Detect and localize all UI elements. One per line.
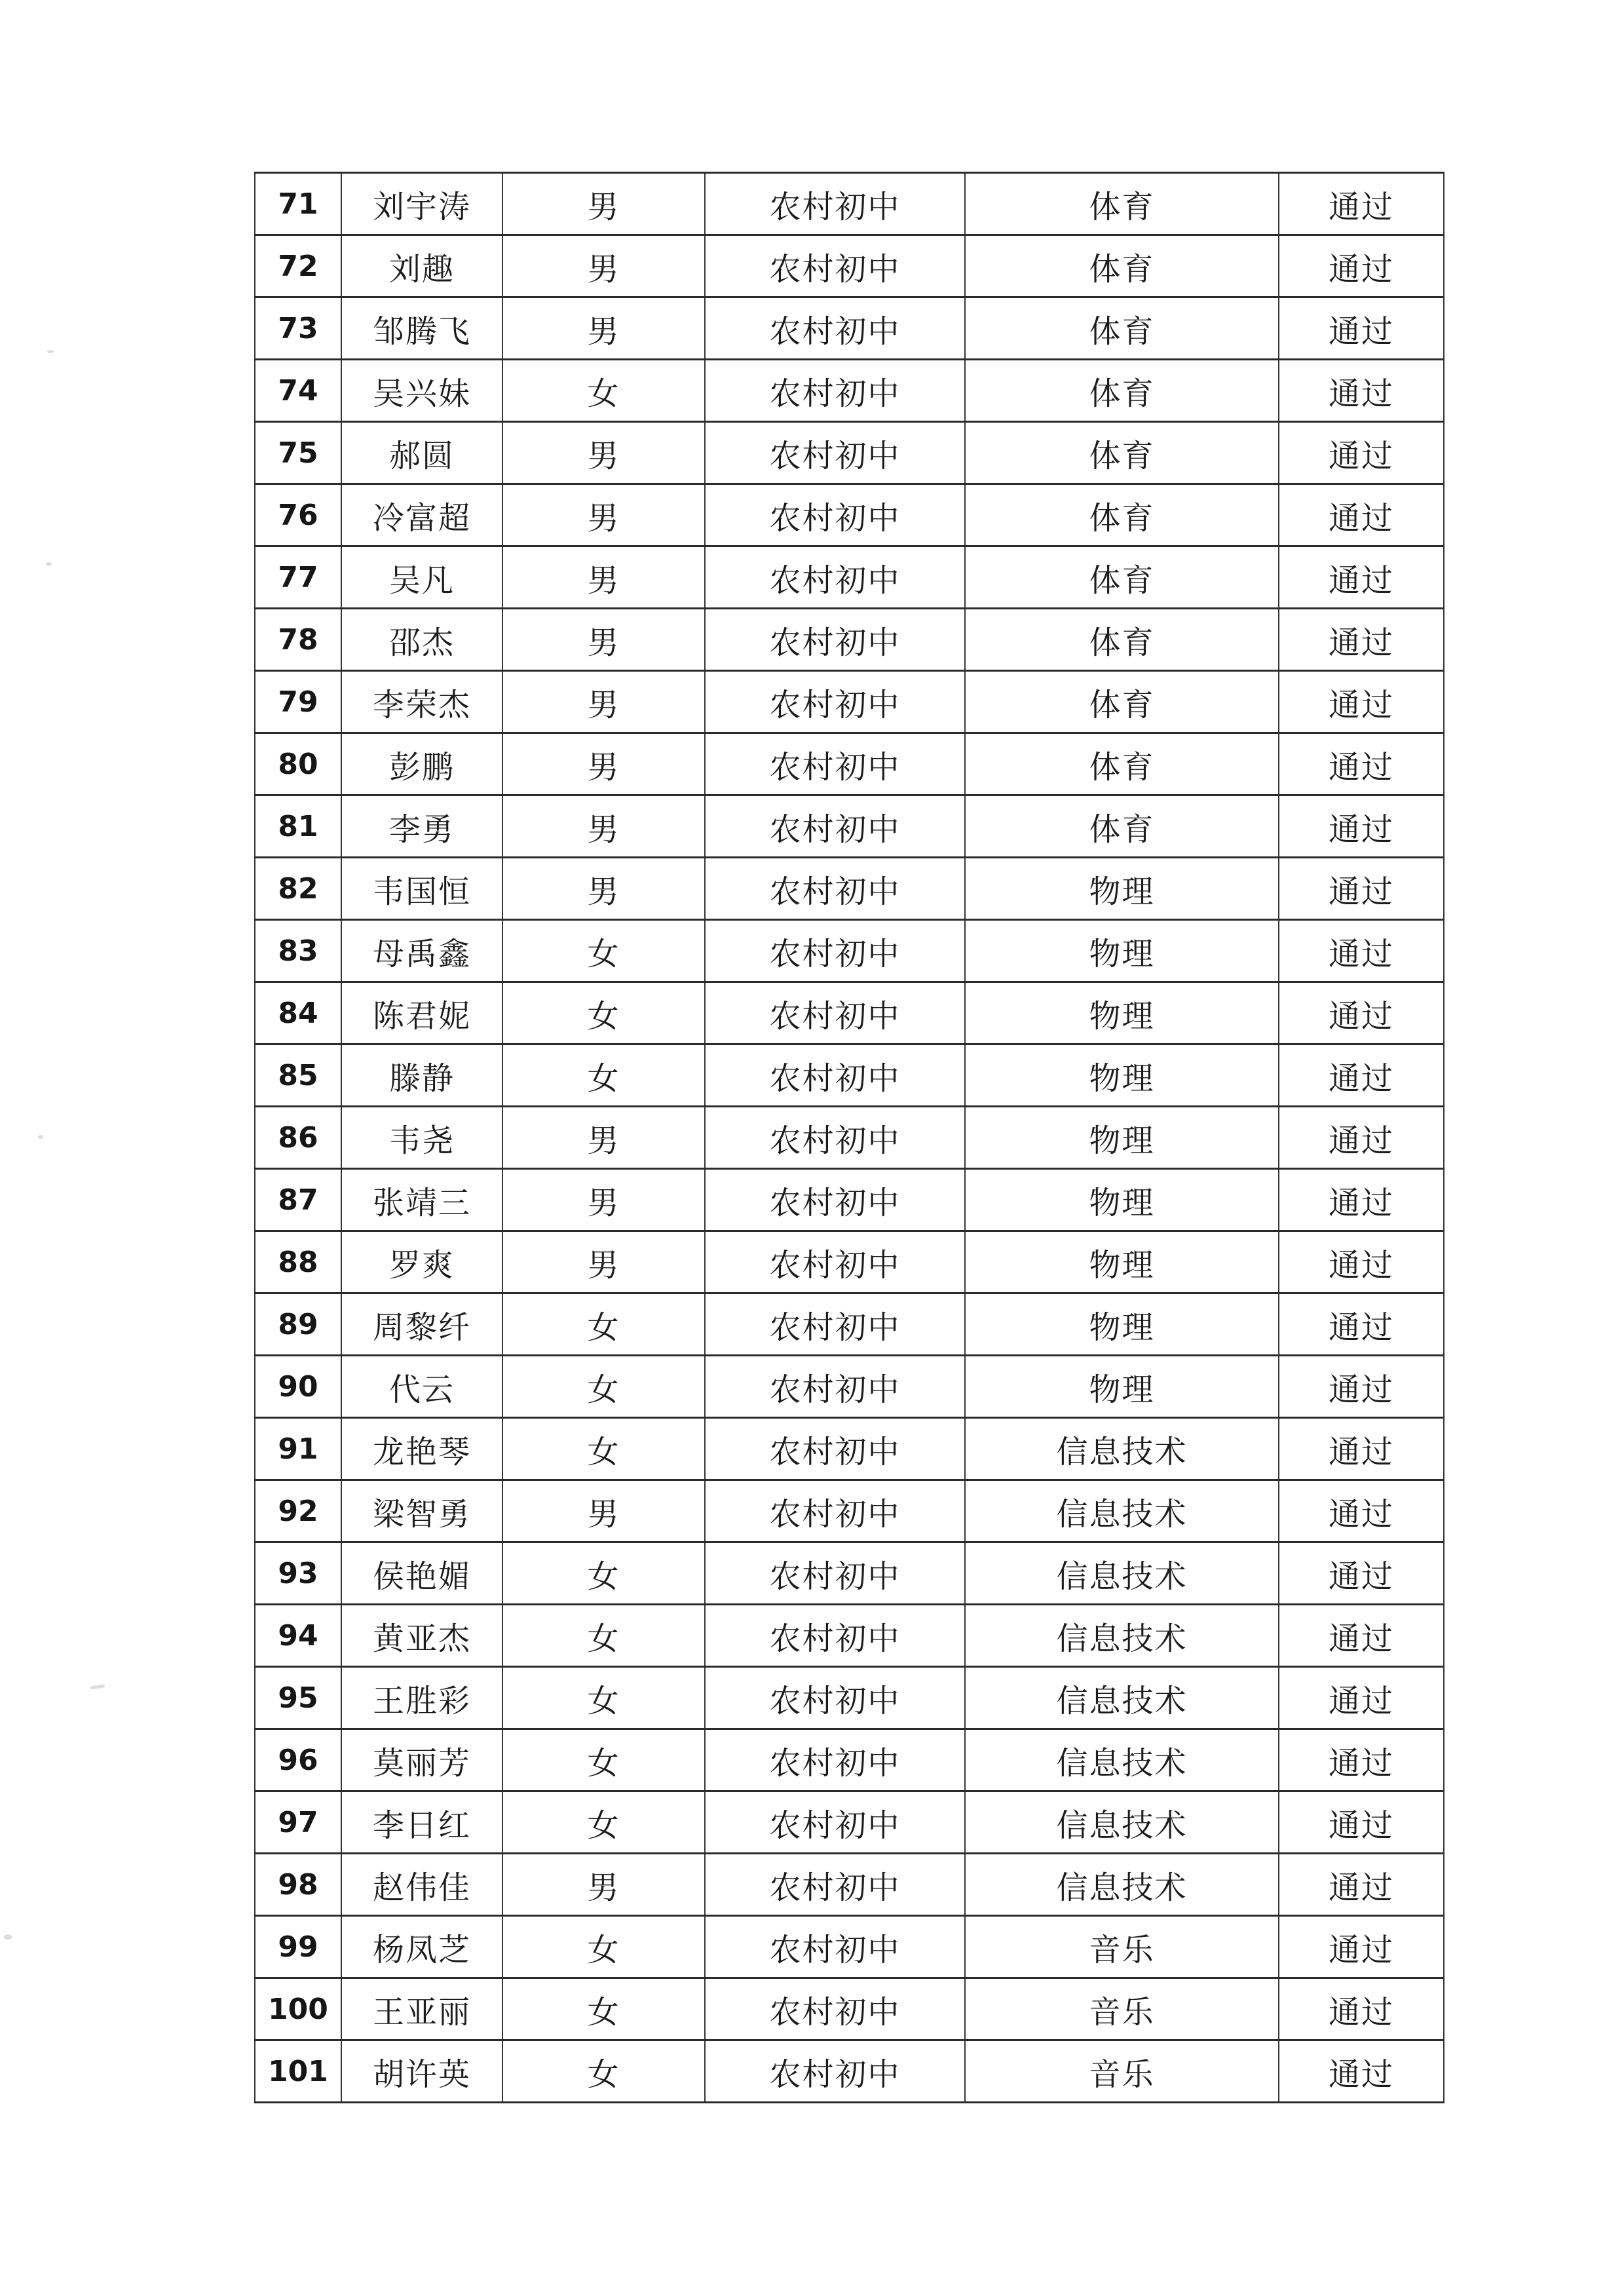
name-cell: 李荣杰 [341,671,502,733]
subject-cell: 物理 [965,858,1279,920]
result-cell: 通过 [1279,1542,1444,1605]
gender-cell: 男 [502,546,705,609]
gender-cell: 男 [502,1854,705,1916]
name-cell: 吴凡 [341,546,502,609]
subject-cell: 物理 [965,1107,1279,1169]
result-cell: 通过 [1279,1605,1444,1667]
gender-cell: 男 [502,1231,705,1293]
result-cell: 通过 [1279,546,1444,609]
name-cell: 杨凤芝 [341,1916,502,1978]
school-type-cell: 农村初中 [705,1542,965,1605]
name-cell: 胡许英 [341,2040,502,2103]
pass-list-table [254,172,1445,2103]
subject-cell: 物理 [965,1169,1279,1231]
table-row [255,858,1444,920]
subject-cell: 体育 [965,671,1279,733]
name-cell: 邵杰 [341,609,502,671]
gender-cell: 女 [502,1044,705,1107]
school-type-cell: 农村初中 [705,1107,965,1169]
table-row [255,920,1444,982]
subject-cell: 信息技术 [965,1729,1279,1791]
subject-cell: 信息技术 [965,1854,1279,1916]
school-type-cell: 农村初中 [705,1356,965,1418]
subject-cell: 物理 [965,1044,1279,1107]
row-number-cell: 78 [255,609,341,671]
school-type-cell: 农村初中 [705,671,965,733]
table-row [255,1169,1444,1231]
gender-cell: 女 [502,2040,705,2103]
subject-cell: 信息技术 [965,1667,1279,1729]
gender-cell: 男 [502,1169,705,1231]
gender-cell: 女 [502,920,705,982]
name-cell: 赵伟佳 [341,1854,502,1916]
name-cell: 侯艳媚 [341,1542,502,1605]
subject-cell: 体育 [965,235,1279,297]
row-number-cell: 86 [255,1107,341,1169]
scan-artifact [46,562,52,566]
row-number-cell: 92 [255,1480,341,1542]
table-row [255,1978,1444,2040]
table-row [255,609,1444,671]
result-cell: 通过 [1279,671,1444,733]
gender-cell: 女 [502,982,705,1044]
gender-cell: 女 [502,1729,705,1791]
school-type-cell: 农村初中 [705,982,965,1044]
gender-cell: 女 [502,1356,705,1418]
gender-cell: 女 [502,1667,705,1729]
school-type-cell: 农村初中 [705,422,965,484]
subject-cell: 物理 [965,1293,1279,1356]
name-cell: 李勇 [341,795,502,858]
school-type-cell: 农村初中 [705,1791,965,1854]
table-row [255,422,1444,484]
name-cell: 冷富超 [341,484,502,546]
table-row [255,1480,1444,1542]
gender-cell: 女 [502,1978,705,2040]
row-number-cell: 94 [255,1605,341,1667]
row-number-cell: 100 [255,1978,341,2040]
school-type-cell: 农村初中 [705,795,965,858]
row-number-cell: 80 [255,733,341,795]
name-cell: 郝圆 [341,422,502,484]
result-cell: 通过 [1279,1293,1444,1356]
row-number-cell: 99 [255,1916,341,1978]
name-cell: 梁智勇 [341,1480,502,1542]
gender-cell: 女 [502,1791,705,1854]
row-number-cell: 77 [255,546,341,609]
result-cell: 通过 [1279,1107,1444,1169]
name-cell: 滕静 [341,1044,502,1107]
row-number-cell: 97 [255,1791,341,1854]
table-row [255,1107,1444,1169]
subject-cell: 体育 [965,733,1279,795]
name-cell: 张靖三 [341,1169,502,1231]
gender-cell: 男 [502,609,705,671]
school-type-cell: 农村初中 [705,1978,965,2040]
name-cell: 母禹鑫 [341,920,502,982]
subject-cell: 体育 [965,173,1279,235]
row-number-cell: 76 [255,484,341,546]
name-cell: 黄亚杰 [341,1605,502,1667]
subject-cell: 信息技术 [965,1480,1279,1542]
subject-cell: 物理 [965,1231,1279,1293]
subject-cell: 体育 [965,609,1279,671]
row-number-cell: 101 [255,2040,341,2103]
table-row [255,1293,1444,1356]
gender-cell: 男 [502,235,705,297]
table-row [255,1231,1444,1293]
row-number-cell: 98 [255,1854,341,1916]
table-row [255,235,1444,297]
result-cell: 通过 [1279,920,1444,982]
subject-cell: 信息技术 [965,1791,1279,1854]
table-row [255,297,1444,360]
result-cell: 通过 [1279,1231,1444,1293]
gender-cell: 男 [502,1107,705,1169]
result-cell: 通过 [1279,484,1444,546]
school-type-cell: 农村初中 [705,1231,965,1293]
subject-cell: 物理 [965,1356,1279,1418]
gender-cell: 女 [502,360,705,422]
result-cell: 通过 [1279,1356,1444,1418]
school-type-cell: 农村初中 [705,1667,965,1729]
result-cell: 通过 [1279,360,1444,422]
row-number-cell: 73 [255,297,341,360]
gender-cell: 男 [502,422,705,484]
table-row [255,546,1444,609]
school-type-cell: 农村初中 [705,1169,965,1231]
scan-artifact [47,350,54,353]
result-cell: 通过 [1279,1169,1444,1231]
name-cell: 陈君妮 [341,982,502,1044]
result-cell: 通过 [1279,422,1444,484]
row-number-cell: 81 [255,795,341,858]
gender-cell: 女 [502,1542,705,1605]
school-type-cell: 农村初中 [705,858,965,920]
school-type-cell: 农村初中 [705,173,965,235]
result-cell: 通过 [1279,1044,1444,1107]
subject-cell: 信息技术 [965,1542,1279,1605]
table-row [255,795,1444,858]
table-row [255,1791,1444,1854]
school-type-cell: 农村初中 [705,733,965,795]
school-type-cell: 农村初中 [705,546,965,609]
row-number-cell: 85 [255,1044,341,1107]
school-type-cell: 农村初中 [705,1480,965,1542]
subject-cell: 信息技术 [965,1605,1279,1667]
subject-cell: 体育 [965,297,1279,360]
gender-cell: 男 [502,1480,705,1542]
gender-cell: 女 [502,1916,705,1978]
result-cell: 通过 [1279,1729,1444,1791]
name-cell: 龙艳琴 [341,1418,502,1480]
name-cell: 韦国恒 [341,858,502,920]
row-number-cell: 71 [255,173,341,235]
subject-cell: 信息技术 [965,1418,1279,1480]
row-number-cell: 79 [255,671,341,733]
result-cell: 通过 [1279,2040,1444,2103]
name-cell: 刘宇涛 [341,173,502,235]
gender-cell: 男 [502,733,705,795]
row-number-cell: 89 [255,1293,341,1356]
result-cell: 通过 [1279,733,1444,795]
table-row [255,1356,1444,1418]
result-cell: 通过 [1279,1978,1444,2040]
subject-cell: 体育 [965,360,1279,422]
row-number-cell: 90 [255,1356,341,1418]
row-number-cell: 74 [255,360,341,422]
table-row [255,671,1444,733]
result-cell: 通过 [1279,1916,1444,1978]
result-cell: 通过 [1279,1667,1444,1729]
subject-cell: 体育 [965,422,1279,484]
school-type-cell: 农村初中 [705,484,965,546]
gender-cell: 男 [502,173,705,235]
result-cell: 通过 [1279,1791,1444,1854]
name-cell: 韦尧 [341,1107,502,1169]
school-type-cell: 农村初中 [705,920,965,982]
table-row [255,1729,1444,1791]
name-cell: 代云 [341,1356,502,1418]
school-type-cell: 农村初中 [705,1916,965,1978]
row-number-cell: 83 [255,920,341,982]
subject-cell: 音乐 [965,2040,1279,2103]
table-row [255,1854,1444,1916]
subject-cell: 音乐 [965,1916,1279,1978]
row-number-cell: 82 [255,858,341,920]
table-row [255,484,1444,546]
school-type-cell: 农村初中 [705,1854,965,1916]
name-cell: 王胜彩 [341,1667,502,1729]
name-cell: 吴兴妹 [341,360,502,422]
gender-cell: 男 [502,795,705,858]
result-cell: 通过 [1279,1418,1444,1480]
row-number-cell: 72 [255,235,341,297]
table-row [255,1667,1444,1729]
gender-cell: 男 [502,858,705,920]
result-cell: 通过 [1279,297,1444,360]
gender-cell: 女 [502,1605,705,1667]
gender-cell: 男 [502,297,705,360]
result-cell: 通过 [1279,982,1444,1044]
name-cell: 邹腾飞 [341,297,502,360]
table-row [255,1418,1444,1480]
name-cell: 李日红 [341,1791,502,1854]
gender-cell: 女 [502,1293,705,1356]
row-number-cell: 93 [255,1542,341,1605]
name-cell: 彭鹏 [341,733,502,795]
table-row [255,733,1444,795]
scan-artifact [38,1135,43,1139]
school-type-cell: 农村初中 [705,609,965,671]
row-number-cell: 95 [255,1667,341,1729]
table-row [255,173,1444,235]
school-type-cell: 农村初中 [705,297,965,360]
school-type-cell: 农村初中 [705,1729,965,1791]
row-number-cell: 96 [255,1729,341,1791]
row-number-cell: 75 [255,422,341,484]
table-row [255,1605,1444,1667]
row-number-cell: 88 [255,1231,341,1293]
row-number-cell: 91 [255,1418,341,1480]
row-number-cell: 84 [255,982,341,1044]
name-cell: 刘趣 [341,235,502,297]
school-type-cell: 农村初中 [705,2040,965,2103]
school-type-cell: 农村初中 [705,235,965,297]
name-cell: 罗爽 [341,1231,502,1293]
table-row [255,1916,1444,1978]
table-row [255,360,1444,422]
result-cell: 通过 [1279,173,1444,235]
subject-cell: 音乐 [965,1978,1279,2040]
scan-artifact [90,1684,105,1689]
gender-cell: 女 [502,1418,705,1480]
school-type-cell: 农村初中 [705,1418,965,1480]
name-cell: 王亚丽 [341,1978,502,2040]
result-cell: 通过 [1279,1480,1444,1542]
subject-cell: 物理 [965,982,1279,1044]
result-cell: 通过 [1279,235,1444,297]
scan-artifact [4,1934,12,1940]
school-type-cell: 农村初中 [705,360,965,422]
name-cell: 莫丽芳 [341,1729,502,1791]
subject-cell: 物理 [965,920,1279,982]
table-row [255,2040,1444,2103]
result-cell: 通过 [1279,1854,1444,1916]
table-row [255,982,1444,1044]
result-cell: 通过 [1279,795,1444,858]
result-cell: 通过 [1279,858,1444,920]
subject-cell: 体育 [965,546,1279,609]
pass-list-table-body [255,173,1444,2103]
gender-cell: 男 [502,484,705,546]
result-cell: 通过 [1279,609,1444,671]
school-type-cell: 农村初中 [705,1605,965,1667]
gender-cell: 男 [502,671,705,733]
school-type-cell: 农村初中 [705,1293,965,1356]
table-row [255,1044,1444,1107]
school-type-cell: 农村初中 [705,1044,965,1107]
name-cell: 周黎纤 [341,1293,502,1356]
row-number-cell: 87 [255,1169,341,1231]
subject-cell: 体育 [965,795,1279,858]
subject-cell: 体育 [965,484,1279,546]
table-row [255,1542,1444,1605]
